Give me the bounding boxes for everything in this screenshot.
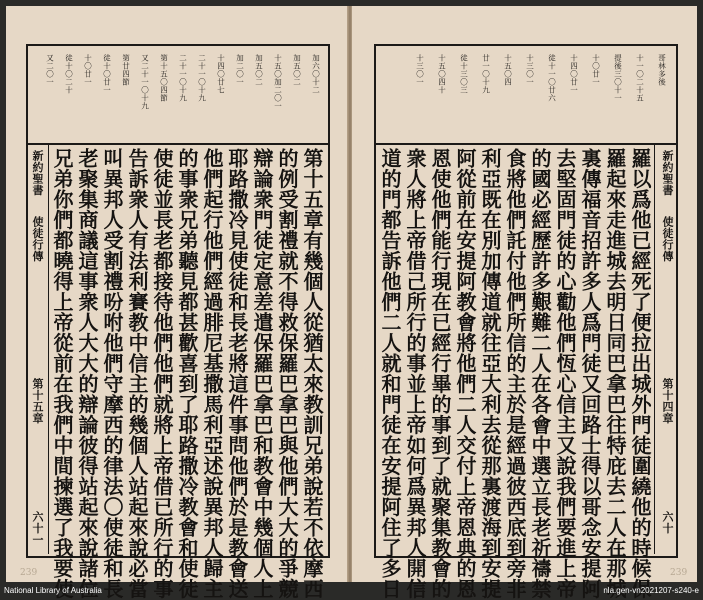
marginal-note: 加五〇二 — [254, 54, 264, 86]
marginal-note: 徒十三〇三 — [459, 54, 469, 94]
right-header-rule — [376, 143, 676, 145]
text-column: 老聚集商議這事衆人大大的辯論彼得站起來說諸位 — [75, 148, 99, 599]
right-scan-page-number: 239 — [670, 568, 688, 578]
footer-credit: National Library of Australia — [4, 586, 102, 595]
right-chapter-label: 第十四章 — [661, 378, 674, 424]
marginal-note: 第十五〇四節 — [159, 54, 169, 102]
marginal-note: 徒十〇廿一 — [102, 54, 112, 94]
marginal-note: 提後三〇十一 — [613, 54, 623, 102]
text-column: 辯論衆門徒定意差遣保羅巴拿巴和教會中幾個人上 — [250, 148, 274, 599]
text-column: 羅起來走進城去明日同巴拿巴往特庇去二人在那城 — [603, 148, 627, 599]
marginal-note: 廿一〇十九 — [481, 54, 491, 94]
text-column: 恩使他們能行現在已經行畢的事到了就聚集教會的 — [428, 148, 452, 599]
text-column: 的事衆兄弟聽見都甚歡喜到了耶路撒冷教會和使徒 — [175, 148, 199, 599]
text-column: 阿從前在安提阿教會將他們二人交付上帝恩典的恩 — [453, 148, 477, 599]
marginal-note: 十一〇二十五 — [635, 54, 645, 102]
right-book-title: 新約聖書 — [661, 150, 674, 196]
marginal-note: 十三〇一 — [415, 54, 425, 86]
text-column: 第十五章有幾個人從猶太來教訓兄弟說若不依摩西 — [300, 148, 324, 599]
footer-identifier: nla.gen-vn2021207-s240-e — [603, 586, 699, 595]
right-section-title: 使徒行傳 — [661, 216, 674, 262]
marginal-note: 哥林多後 — [657, 54, 667, 86]
marginal-note: 二十一〇十九 — [197, 54, 207, 102]
text-column: 道的門都告訴他們二人就和門徒在安提阿住了多日 — [378, 148, 402, 599]
text-column: 羅以爲他已經死了便拉出城外門徒圍繞他的時候保 — [628, 148, 652, 599]
left-book-title: 新約聖書 — [31, 150, 44, 196]
marginal-note: 十五〇加二〇一 — [273, 54, 283, 110]
marginal-note: 十四〇廿一 — [569, 54, 579, 94]
text-column: 利亞既在別加傳道就往亞大利去從那裏渡海到安提 — [478, 148, 502, 599]
marginal-note: 十三〇一 — [525, 54, 535, 86]
marginal-note: 十〇廿一 — [591, 54, 601, 86]
left-header-rule — [28, 143, 328, 145]
text-column: 他們起行他們經過腓尼基撒馬利亞述說異邦人歸主 — [200, 148, 224, 599]
text-column: 食將他們託付他們所信的主於是經過彼西底到旁非 — [503, 148, 527, 599]
text-column: 使徒並長老都接待他們他們就將上帝借已所行的事 — [150, 148, 174, 599]
left-header-divider — [48, 145, 49, 554]
marginal-note: 徒十一〇廿六 — [547, 54, 557, 102]
text-column: 裏傳福音招許多人爲門徒又回路士得以哥念安提阿 — [578, 148, 602, 599]
marginal-note: 第廿四節 — [121, 54, 131, 86]
left-chapter-label: 第十五章 — [31, 378, 44, 424]
right-header-divider — [654, 145, 655, 554]
left-scan-page-number: 239 — [20, 568, 38, 578]
marginal-note: 十四〇廿七 — [216, 54, 226, 94]
marginal-note: 十五〇四 — [503, 54, 513, 86]
marginal-note: 又二十一〇十九 — [140, 54, 150, 110]
text-column: 衆人將上帝借己所行的事並上帝如何爲異邦人開信 — [403, 148, 427, 599]
text-column: 去堅固門徒的心勸他們恆心信主又說我們要進上帝 — [553, 148, 577, 599]
marginal-note: 加五〇二 — [292, 54, 302, 86]
marginal-note: 徒十〇二十 — [64, 54, 74, 94]
marginal-note: 加二〇一 — [235, 54, 245, 86]
right-page-number: 六十 — [661, 511, 674, 534]
marginal-note: 十〇廿一 — [83, 54, 93, 86]
marginal-note: 二十一〇十九 — [178, 54, 188, 102]
text-column: 的例受割禮就不得救保羅巴拿巴與他們大大的爭競 — [275, 148, 299, 599]
text-column: 告訴衆人有法利賽教中信主的幾個人站起來說必當 — [125, 148, 149, 599]
text-column: 耶路撒冷見使徒和長老將這件事問他們於是教會送 — [225, 148, 249, 599]
marginal-note: 又二〇一 — [45, 54, 55, 86]
text-column: 叫異邦人受割禮吩咐他們守摩西的律法〇使徒和長 — [100, 148, 124, 599]
left-section-title: 使徒行傳 — [31, 216, 44, 262]
marginal-note: 十五〇四十 — [437, 54, 447, 94]
text-column: 的國必經歷許多艱難二人在各會中選立長老祈禱禁 — [528, 148, 552, 599]
text-column: 兄弟你們都曉得上帝從前在我們中間揀選了我要使 — [50, 148, 74, 599]
left-page-number: 六十一 — [31, 511, 44, 546]
marginal-note: 加六〇十二 — [311, 54, 321, 94]
